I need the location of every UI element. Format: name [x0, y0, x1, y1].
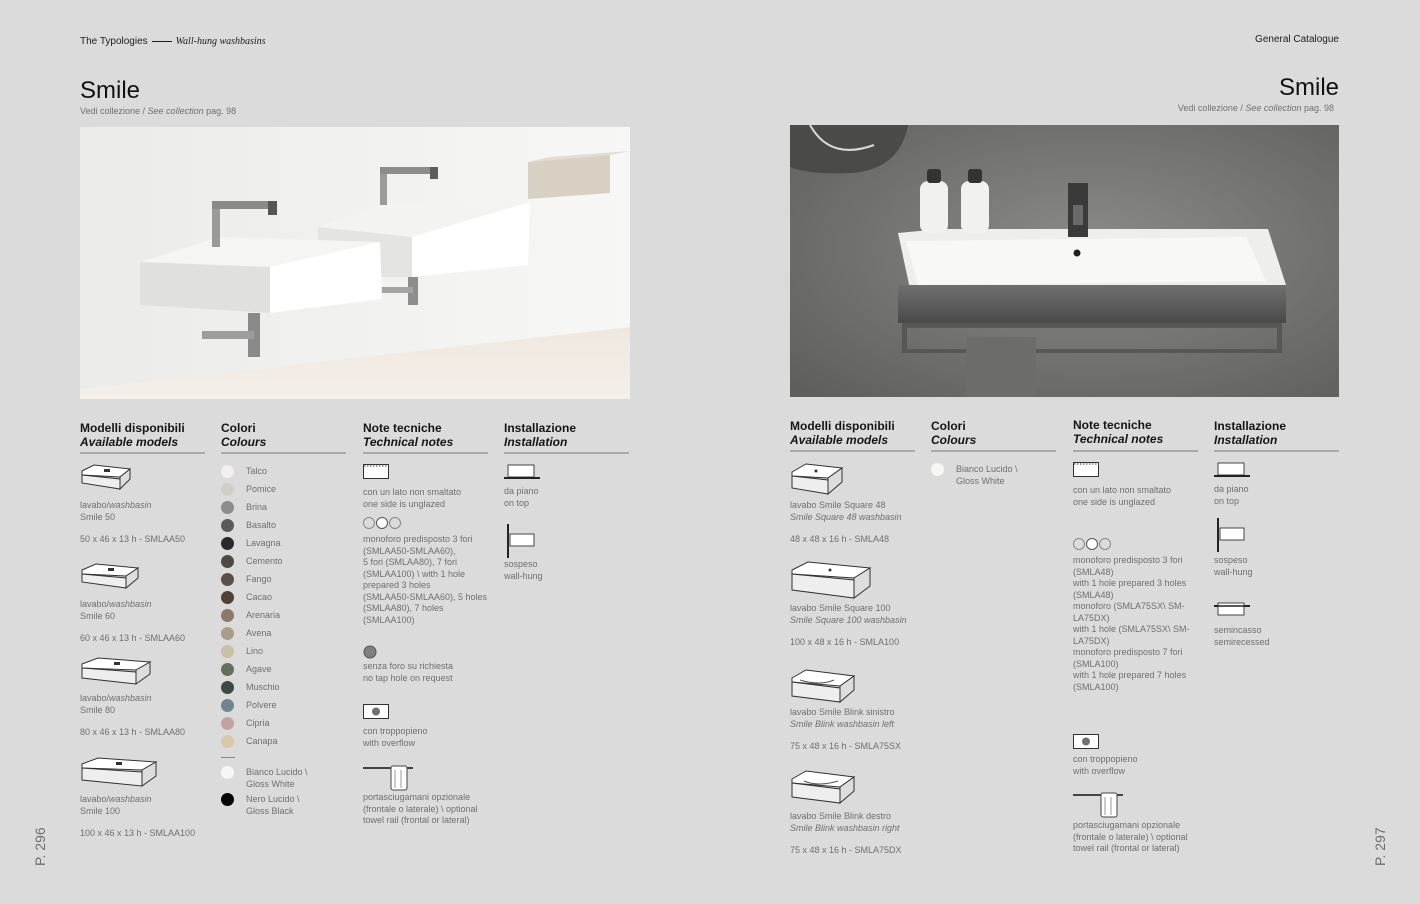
- page-title-left: Smile: [80, 77, 141, 104]
- model-name: lavabo Smile Blink destro: [790, 811, 892, 821]
- colour-name-en: Gloss Black: [246, 805, 294, 816]
- colour-name: Basalto: [246, 520, 277, 530]
- header-notes-it: Note tecniche: [363, 421, 442, 435]
- colour-swatch[interactable]: [221, 699, 234, 712]
- collection-italic: See collection: [147, 106, 204, 116]
- collection-page: pag. 98: [203, 106, 237, 116]
- divider: [221, 452, 346, 454]
- header-colours-it: Colori: [221, 421, 256, 435]
- model-left-1: [80, 500, 185, 546]
- model-name: lavabo Smile Square 48: [790, 500, 886, 510]
- colour-name-en: Gloss White: [956, 475, 1005, 486]
- basin-smile-80-icon: [80, 656, 152, 688]
- model-right-3: [790, 707, 901, 753]
- model-name: lavabo Smile Square 100: [790, 603, 891, 613]
- on-top-install-icon: [1214, 462, 1250, 480]
- colour-label: [956, 464, 1056, 487]
- basin-blink-right-icon: [790, 769, 856, 807]
- colour-swatch[interactable]: [221, 663, 234, 676]
- model-left-3: [80, 693, 185, 739]
- model-dims: 75 x 48 x 16 h - SMLA75SX: [790, 741, 902, 751]
- page-number-right: P. 297: [1372, 827, 1388, 866]
- colour-label: [246, 767, 346, 790]
- model-type-en: washbasin: [109, 794, 152, 804]
- collection-page: pag. 98: [1301, 103, 1334, 113]
- model-left-4: [80, 794, 195, 840]
- model-name-en: Smile Blink washbasin right: [790, 822, 900, 833]
- model-name: Smile 60: [80, 610, 116, 621]
- colour-swatch[interactable]: [221, 681, 234, 694]
- collection-reference-left: [80, 106, 236, 116]
- product-photo-right: [790, 125, 1339, 397]
- header-colours-right: [931, 419, 976, 447]
- model-name: Smile 50: [80, 511, 116, 522]
- colour-name: Talco: [246, 466, 268, 476]
- colour-name: Bianco Lucido \: [956, 464, 1018, 474]
- note-tap-holes: monoforo predisposto 3 fori (SMLA48) with 1 hole prepared 3 holes (SMLA48) monoforo (SMLA75SX\ SM- LA75DX) with 1 hole (SMLA75SX\ SM- LA75DX) monoforo predisposto 7 fori (SMLA100) with 1 hole prepared 7 holes (SMLA100): [1073, 555, 1190, 692]
- model-type-en: washbasin: [109, 500, 152, 510]
- model-dims: 80 x 46 x 13 h - SMLAA80: [80, 727, 186, 737]
- breadcrumb: [80, 36, 266, 47]
- colour-swatch-gloss-black[interactable]: [221, 793, 234, 806]
- install-wall-hung: sospeso wall-hung: [1214, 555, 1253, 577]
- colour-name-en: Gloss White: [246, 778, 295, 789]
- colour-label: [246, 794, 346, 817]
- collection-prefix: Vedi collezione /: [80, 106, 148, 116]
- colour-swatch[interactable]: [221, 465, 234, 478]
- colour-name: Lavagna: [246, 538, 281, 548]
- catalogue-name: General Catalogue: [1255, 34, 1339, 45]
- header-notes-en: Technical notes: [363, 435, 454, 449]
- model-name-en: Smile Square 48 washbasin: [790, 511, 902, 522]
- header-models-left: [80, 421, 185, 449]
- breadcrumb-section: The Typologies: [80, 36, 148, 47]
- towel-rail-icon: [363, 764, 415, 792]
- collection-reference-right: [1178, 103, 1334, 113]
- colour-name: Arenaria: [246, 610, 281, 620]
- note-towel-rail: portasciugamani opzionale (frontale o laterale) \ optional towel rail (frontal or lateral): [1073, 820, 1188, 853]
- model-name-en: Smile Square 100 washbasin: [790, 614, 907, 625]
- header-notes-en: Technical notes: [1073, 432, 1164, 446]
- collection-prefix: Vedi collezione /: [1177, 103, 1246, 113]
- model-dims: 100 x 48 x 16 h - SMLA100: [790, 637, 900, 647]
- header-notes-left: [363, 421, 453, 449]
- model-dims: 60 x 46 x 13 h - SMLAA60: [80, 633, 186, 643]
- model-name-en: Smile Blink washbasin left: [790, 718, 895, 729]
- colour-swatch[interactable]: [221, 501, 234, 514]
- basin-blink-left-icon: [790, 668, 856, 706]
- note-no-tap-hole: senza foro su richiesta no tap hole on request: [363, 661, 454, 683]
- colour-name: Brina: [246, 502, 268, 512]
- header-colours-left: [221, 421, 266, 449]
- page-title-right: Smile: [1278, 74, 1339, 101]
- model-dims: 75 x 48 x 16 h - SMLA75DX: [790, 845, 902, 855]
- collection-italic: See collection: [1245, 103, 1302, 113]
- header-notes-right: [1073, 418, 1163, 446]
- header-models-it: Modelli disponibili: [80, 421, 185, 435]
- divider: [931, 450, 1056, 452]
- colour-swatch-gloss-white[interactable]: [931, 463, 944, 476]
- overflow-icon: [363, 704, 389, 720]
- colour-swatch[interactable]: [221, 573, 234, 586]
- colour-name: Muschio: [246, 682, 280, 692]
- model-right-1: [790, 500, 902, 546]
- basin-square-48-icon: [790, 462, 844, 496]
- model-right-4: [790, 811, 902, 857]
- header-models-en: Available models: [80, 435, 179, 449]
- header-install-en: Installation: [504, 435, 568, 449]
- colour-swatch[interactable]: [221, 537, 234, 550]
- unglazed-side-icon: [363, 464, 389, 480]
- colour-swatch[interactable]: [221, 735, 234, 748]
- divider: [1073, 450, 1198, 452]
- basin-smile-60-icon: [80, 562, 140, 592]
- colour-swatch[interactable]: [221, 717, 234, 730]
- divider: [363, 452, 488, 454]
- model-type: lavabo/: [80, 500, 110, 510]
- towel-rail-icon: [1073, 791, 1125, 819]
- header-models-en: Available models: [790, 433, 889, 447]
- install-on-top: da piano on top: [504, 486, 539, 508]
- colour-divider: [221, 757, 235, 758]
- divider: [1214, 450, 1339, 452]
- model-dims: 100 x 46 x 13 h - SMLAA100: [80, 828, 196, 838]
- colour-swatch[interactable]: [221, 519, 234, 532]
- colour-name: Fango: [246, 574, 272, 584]
- product-photo-left: [80, 127, 630, 399]
- model-dims: 50 x 46 x 13 h - SMLAA50: [80, 534, 186, 544]
- header-install-left: [504, 421, 576, 449]
- model-name: lavabo Smile Blink sinistro: [790, 707, 895, 717]
- note-tap-holes: monoforo predisposto 3 fori (SMLAA50-SMLAA60), 5 fori (SMLAA80), 7 fori (SMLAA100) \ with 1 hole prepared 3 holes (SMLAA50-SMLAA60), 5 holes (SMLAA80), 7 holes (SMLAA100): [363, 534, 488, 625]
- colour-swatch[interactable]: [221, 555, 234, 568]
- colour-name: Cemento: [246, 556, 283, 566]
- note-unglazed: con un lato non smaltato one side is unglazed: [363, 487, 462, 509]
- colour-swatch[interactable]: [221, 591, 234, 604]
- colour-name: Avena: [246, 628, 272, 638]
- model-type-en: washbasin: [109, 599, 152, 609]
- colour-name: Cipria: [246, 718, 270, 728]
- colour-swatch[interactable]: [221, 609, 234, 622]
- page-number-left: P. 296: [32, 827, 48, 866]
- no-tap-hole-icon: [363, 645, 377, 659]
- header-install-it: Installazione: [1214, 419, 1287, 433]
- tap-holes-icon: [363, 516, 403, 530]
- colour-swatch-gloss-white[interactable]: [221, 766, 234, 779]
- colour-name: Agave: [246, 664, 272, 674]
- header-models-right: [790, 419, 895, 447]
- model-right-2: [790, 603, 907, 649]
- basin-smile-50-icon: [80, 463, 132, 493]
- install-on-top: da piano on top: [1214, 484, 1249, 506]
- install-semirecessed: semincasso semirecessed: [1214, 625, 1270, 647]
- colour-name: Nero Lucido \: [246, 794, 300, 804]
- wall-hung-install-icon: [504, 524, 536, 558]
- model-name: Smile 80: [80, 704, 116, 715]
- header-install-it: Installazione: [504, 421, 577, 435]
- semirecessed-install-icon: [1214, 602, 1250, 618]
- divider: [790, 450, 915, 452]
- colour-swatch[interactable]: [221, 645, 234, 658]
- header-colours-en: Colours: [221, 435, 267, 449]
- basin-square-100-icon: [790, 560, 872, 602]
- model-type: lavabo/: [80, 693, 110, 703]
- model-type-en: washbasin: [109, 693, 152, 703]
- colour-name: Canapa: [246, 736, 278, 746]
- model-type: lavabo/: [80, 599, 110, 609]
- divider: [80, 452, 205, 454]
- unglazed-side-icon: [1073, 462, 1099, 478]
- model-left-2: [80, 599, 185, 645]
- colour-swatch[interactable]: [221, 627, 234, 640]
- header-install-en: Installation: [1214, 433, 1278, 447]
- header-colours-it: Colori: [931, 419, 966, 433]
- colour-swatch[interactable]: [221, 483, 234, 496]
- header-install-right: [1214, 419, 1286, 447]
- model-dims: 48 x 48 x 16 h - SMLA48: [790, 534, 890, 544]
- note-overflow: con troppopieno with overflow: [363, 726, 428, 748]
- colour-name: Cacao: [246, 592, 273, 602]
- note-towel-rail: portasciugamani opzionale (frontale o laterale) \ optional towel rail (frontal or lateral): [363, 792, 478, 825]
- header-notes-it: Note tecniche: [1073, 418, 1152, 432]
- overflow-icon: [1073, 734, 1099, 750]
- model-type: lavabo/: [80, 794, 110, 804]
- install-wall-hung: sospeso wall-hung: [504, 559, 543, 581]
- header-models-it: Modelli disponibili: [790, 419, 895, 433]
- model-name: Smile 100: [80, 805, 121, 816]
- wall-hung-install-icon: [1214, 518, 1246, 552]
- colour-name: Lino: [246, 646, 264, 656]
- colour-name: Polvere: [246, 700, 277, 710]
- colour-name: Bianco Lucido \: [246, 767, 308, 777]
- note-unglazed: con un lato non smaltato one side is unglazed: [1073, 485, 1172, 507]
- header-colours-en: Colours: [931, 433, 977, 447]
- colour-name: Pomice: [246, 484, 277, 494]
- on-top-install-icon: [504, 464, 540, 482]
- tap-holes-icon: [1073, 537, 1113, 551]
- note-overflow: con troppopieno with overflow: [1073, 754, 1138, 776]
- breadcrumb-subsection: Wall-hung washbasins: [175, 36, 266, 47]
- divider: [504, 452, 629, 454]
- basin-smile-100-icon: [80, 756, 158, 790]
